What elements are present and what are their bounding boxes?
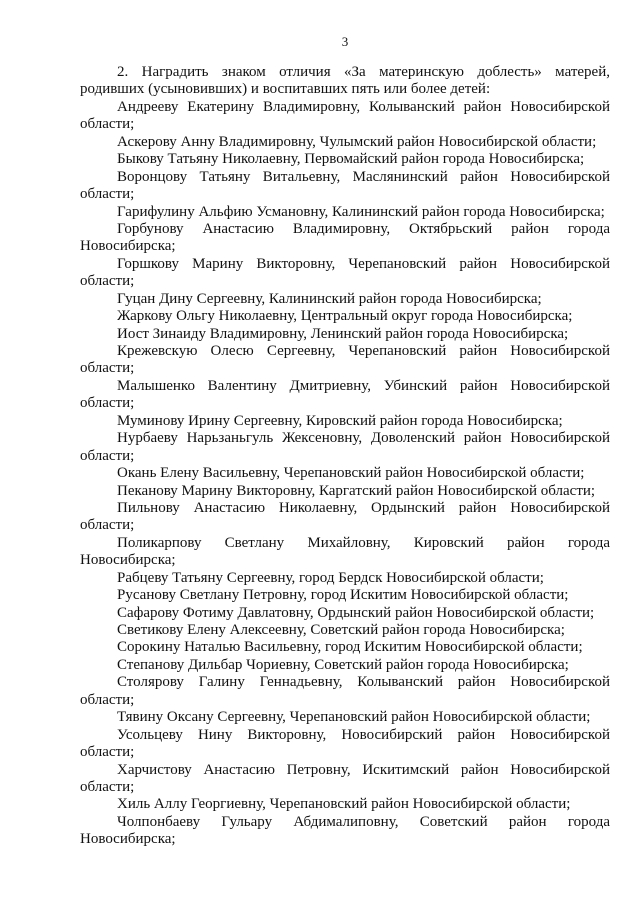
recipient-item xyxy=(80,99,610,134)
recipient-item xyxy=(80,221,610,256)
award-paragraph xyxy=(80,64,610,99)
recipient-item xyxy=(80,291,610,308)
recipient-continuation-line: области; xyxy=(80,517,135,534)
recipient-continuation-line: области; xyxy=(80,744,135,761)
recipient-continuation-line: области; xyxy=(80,778,135,795)
recipient-line: Жаркову Ольгу Николаевну, Центральный округ города Новосибирска; xyxy=(117,308,573,325)
recipient-item xyxy=(80,639,610,656)
recipient-item xyxy=(80,308,610,325)
recipient-line: Степанову Дильбар Чориевну, Советский район города Новосибирска; xyxy=(117,656,569,673)
recipient-item xyxy=(80,430,610,465)
recipient-item xyxy=(80,709,610,726)
recipient-continuation-line: Новосибирска; xyxy=(80,831,176,848)
recipient-line: Пильнову Анастасию Николаевну, Ордынский район Новосибирской xyxy=(117,499,610,516)
recipient-item xyxy=(80,796,610,813)
recipient-line: Муминову Ирину Сергеевну, Кировский район города Новосибирска; xyxy=(117,412,563,429)
recipient-list xyxy=(80,99,610,849)
recipient-item xyxy=(80,465,610,482)
recipient-item xyxy=(80,762,610,797)
recipient-line: Поликарпову Светлану Михайловну, Кировский район города xyxy=(117,534,610,551)
recipient-item xyxy=(80,169,610,204)
recipient-line: Горшкову Марину Викторовну, Черепановский район Новосибирской xyxy=(117,255,610,272)
recipient-line: Сорокину Наталью Васильевну, город Искитим Новосибирской области; xyxy=(117,639,583,656)
recipient-line: Нурбаеву Нарьзаньгуль Жексеновну, Доволенский район Новосибирской xyxy=(117,430,610,447)
recipient-line: Гарифулину Альфию Усмановну, Калининский район города Новосибирска; xyxy=(117,203,605,220)
recipient-line: Малышенко Валентину Дмитриевну, Убинский район Новосибирской xyxy=(117,377,610,394)
recipient-item xyxy=(80,727,610,762)
recipient-line: Сафарову Фотиму Давлатовну, Ордынский район Новосибирской области; xyxy=(117,604,595,621)
recipient-item xyxy=(80,814,610,849)
recipient-line: Иост Зинаиду Владимировну, Ленинский район города Новосибирска; xyxy=(117,325,569,342)
recipient-line: Тявину Оксану Сергеевну, Черепановский район Новосибирской области; xyxy=(117,709,591,726)
recipient-item xyxy=(80,657,610,674)
recipient-item xyxy=(80,204,610,221)
recipient-item xyxy=(80,587,610,604)
recipient-line: Быкову Татьяну Николаевну, Первомайский район города Новосибирска; xyxy=(117,151,585,168)
recipient-line: Воронцову Татьяну Витальевну, Маслянинский район Новосибирской xyxy=(117,168,610,185)
page-number: 3 xyxy=(341,34,349,49)
recipient-line: Хиль Аллу Георгиевну, Черепановский район Новосибирской области; xyxy=(117,796,571,813)
recipient-continuation-line: области; xyxy=(80,116,135,133)
recipient-continuation-line: области; xyxy=(80,360,135,377)
recipient-item xyxy=(80,622,610,639)
recipient-continuation-line: области; xyxy=(80,273,135,290)
recipient-line: Харчистову Анастасию Петровну, Искитимский район Новосибирской xyxy=(117,761,610,778)
recipient-item xyxy=(80,151,610,168)
recipient-line: Рабцеву Татьяну Сергеевну, город Бердск Новосибирской области; xyxy=(117,569,544,586)
recipient-continuation-line: области; xyxy=(80,447,135,464)
recipient-line: Крежевскую Олесю Сергеевну, Черепановский район Новосибирской xyxy=(117,343,610,359)
recipient-line: Окань Елену Васильевну, Черепановский район Новосибирской области; xyxy=(117,465,585,482)
recipient-continuation-line: области; xyxy=(80,186,135,203)
recipient-line: Горбунову Анастасию Владимировну, Октябрьский район города xyxy=(117,220,610,237)
recipient-item xyxy=(80,570,610,587)
recipient-item xyxy=(80,256,610,291)
recipient-line: Чолпонбаеву Гульару Абдималиповну, Советский район города xyxy=(117,813,610,830)
recipient-item xyxy=(80,500,610,535)
recipient-item xyxy=(80,413,610,430)
recipient-line: Столярову Галину Геннадьевну, Колыванский район Новосибирской xyxy=(117,674,610,691)
recipient-item xyxy=(80,343,610,378)
recipient-line: Андрееву Екатерину Владимировну, Колыванский район Новосибирской xyxy=(117,98,610,115)
recipient-line: Светикову Елену Алексеевну, Советский район города Новосибирска; xyxy=(117,622,565,638)
recipient-line: Русанову Светлану Петровну, город Искитим Новосибирской области; xyxy=(117,587,569,604)
award-paragraph-continuation-line: родивших (усыновивших) и воспитавших пять или более детей: xyxy=(80,81,491,98)
recipient-continuation-line: области; xyxy=(80,691,135,708)
decree-text xyxy=(80,64,610,849)
recipient-line: Пеканову Марину Викторовну, Каргатский район Новосибирской области; xyxy=(117,482,596,499)
recipient-item xyxy=(80,378,610,413)
recipient-continuation-line: Новосибирска; xyxy=(80,238,176,255)
recipient-item xyxy=(80,326,610,343)
recipient-continuation-line: области; xyxy=(80,395,135,412)
recipient-continuation-line: Новосибирска; xyxy=(80,552,176,569)
recipient-item xyxy=(80,134,610,151)
recipient-item xyxy=(80,483,610,500)
recipient-line: Усольцеву Нину Викторовну, Новосибирский район Новосибирской xyxy=(117,726,610,743)
award-paragraph-line: 2. Наградить знаком отличия «За материнскую доблесть» матерей, xyxy=(117,64,610,80)
recipient-item xyxy=(80,535,610,570)
recipient-line: Гуцан Дину Сергеевну, Калининский район города Новосибирска; xyxy=(117,290,542,307)
recipient-line: Аскерову Анну Владимировну, Чулымский район Новосибирской области; xyxy=(117,133,597,150)
recipient-item xyxy=(80,674,610,709)
recipient-item xyxy=(80,605,610,622)
